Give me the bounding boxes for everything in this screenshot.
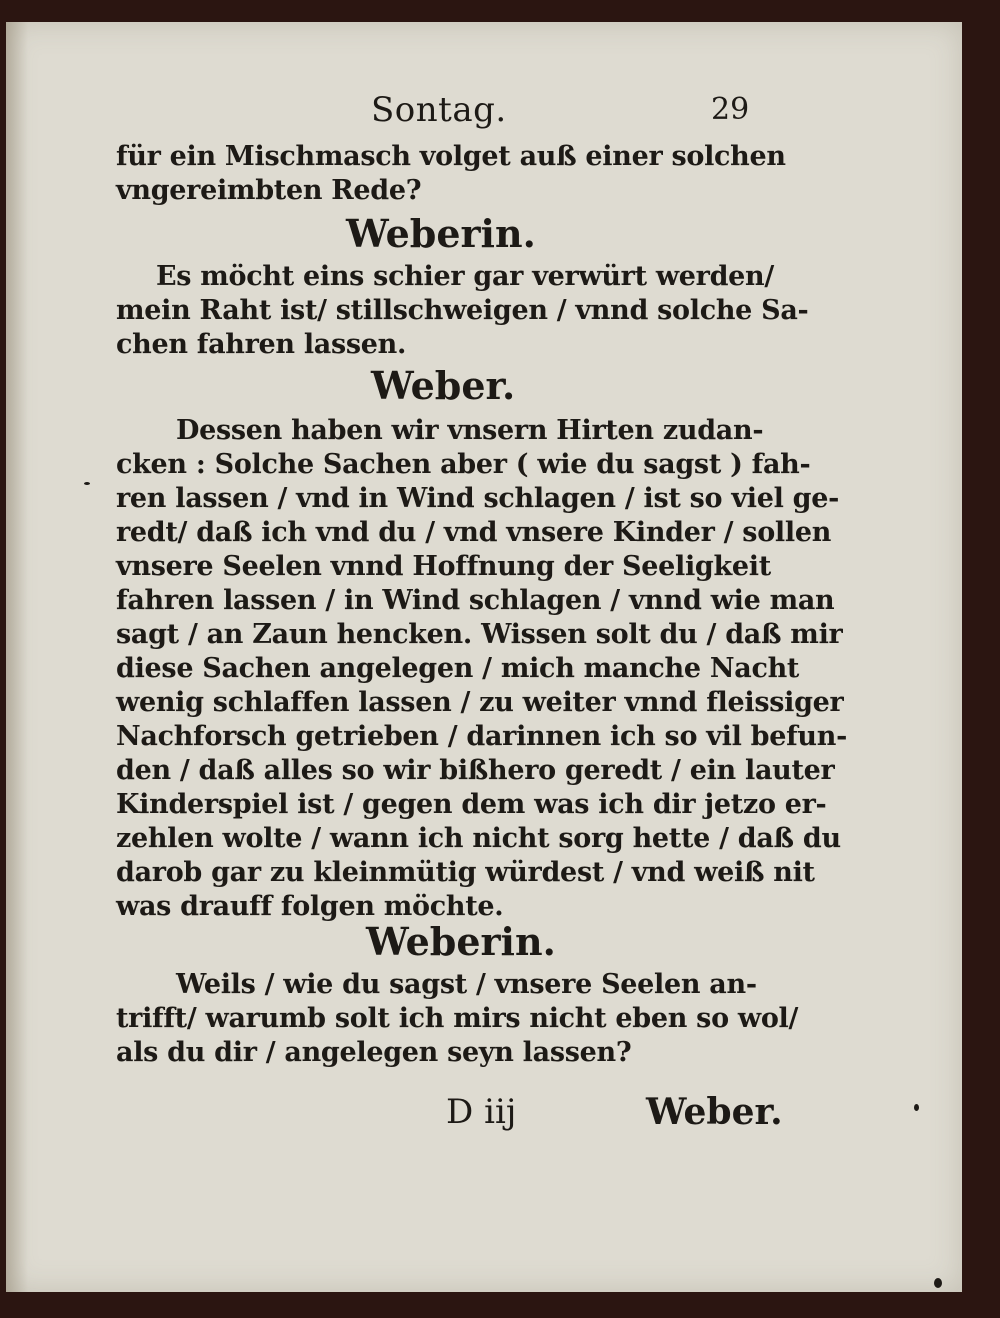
page-footer [116, 1091, 783, 1136]
text-line: Es möcht eins schier gar verwürt werden/ [156, 261, 774, 292]
text-line: Dessen haben wir vnsern Hirten zudan- [176, 415, 764, 446]
text-line: als du dir / angelegen seyn lassen? [116, 1037, 632, 1068]
text-line: wenig schlaffen lassen / zu weiter vnnd fleissiger [116, 687, 844, 718]
text-line: diese Sachen angelegen / mich manche Nacht [116, 653, 800, 684]
text-line: sagt / an Zaun hencken. Wissen solt du / daß mir [116, 619, 843, 650]
signature-mark: D iij [446, 1092, 517, 1132]
text-line: fahren lassen / in Wind schlagen / vnnd wie man [116, 585, 835, 616]
text-line: zehlen wolte / wann ich nicht sorg hette / daß du [116, 823, 841, 854]
page-number: 29 [711, 92, 750, 127]
text-line: redt/ daß ich vnd du / vnd vnsere Kinder / sollen [116, 517, 832, 548]
speaker-heading: Weberin. [346, 211, 536, 256]
text-line: Kinderspiel ist / gegen dem was ich dir jetzo er- [116, 789, 827, 820]
speaker-heading: Weber. [371, 363, 516, 408]
ink-speck [84, 482, 90, 485]
ink-speck [934, 1278, 942, 1288]
text-line: Weils / wie du sagst / vnsere Seelen an- [176, 969, 757, 1000]
speaker-heading: Weberin. [366, 919, 556, 964]
page-gutter-shadow [6, 22, 28, 1292]
text-line: vnsere Seelen vnnd Hoffnung der Seeligkeit [116, 551, 771, 582]
text-line: vngereimbten Rede? [116, 175, 422, 206]
running-head: Sontag. [371, 90, 507, 130]
text-line: für ein Mischmasch volget auß einer solchen [116, 141, 786, 172]
text-line: mein Raht ist/ stillschweigen / vnnd solche Sa- [116, 295, 809, 326]
book-page [6, 22, 962, 1292]
text-line: chen fahren lassen. [116, 329, 407, 360]
text-line: darob gar zu kleinmütig würdest / vnd weiß nit [116, 857, 815, 888]
text-line: den / daß alles so wir bißhero geredt / ein lauter [116, 755, 835, 786]
text-line: cken : Solche Sachen aber ( wie du sagst ) fah- [116, 449, 811, 480]
text-line: Nachforsch getrieben / darinnen ich so vil befun- [116, 721, 848, 752]
catchword: Weber. [646, 1091, 783, 1133]
text-line: was drauff folgen möchte. [116, 891, 504, 922]
text-line: trifft/ warumb solt ich mirs nicht eben so wol/ [116, 1003, 799, 1034]
text-line: ren lassen / vnd in Wind schlagen / ist so viel ge- [116, 483, 840, 514]
page-header [116, 90, 776, 130]
ink-speck [914, 1104, 919, 1111]
